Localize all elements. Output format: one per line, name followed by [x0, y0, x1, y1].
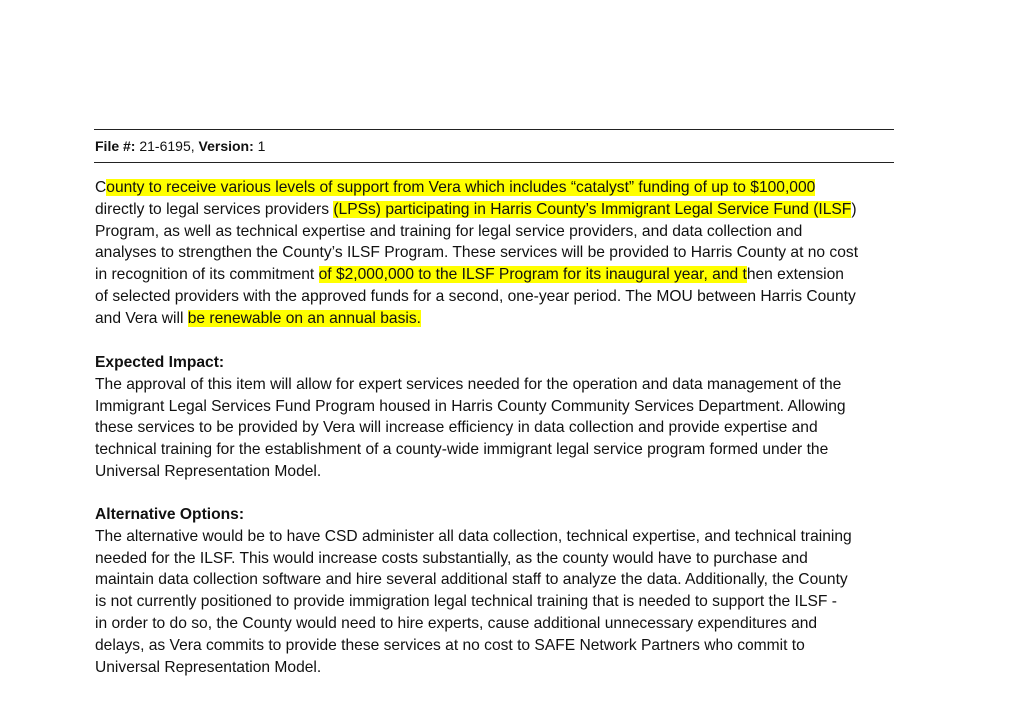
text-line: maintain data collection software and hire several additional staff to analyze the data. Additionally, the County: [95, 571, 848, 589]
text-line: and Vera will be renewable on an annual basis.: [95, 309, 421, 327]
text-line: delays, as Vera commits to provide these services at no cost to SAFE Network Partners who commit to: [95, 636, 805, 654]
text-line: directly to legal services providers (LPSs) participating in Harris County’s Immigrant Legal Service Fund (ILSF): [95, 200, 857, 218]
text-line: analyses to strengthen the County’s ILSF Program. These services will be provided to Harris County at no cost: [95, 244, 859, 262]
text-line: technical training for the establishment of a county-wide immigrant legal service program formed under the: [95, 441, 829, 459]
alternative-options-section: [95, 504, 895, 678]
text-line: these services to be provided by Vera will increase efficiency in data collection and provide expertise and: [95, 419, 818, 437]
text-line: in order to do so, the County would need to hire experts, cause additional unnecessary expenditures and: [95, 614, 818, 632]
file-separator: ,: [190, 138, 195, 154]
text-line: is not currently positioned to provide immigration legal technical training that is needed to support the ILSF -: [95, 593, 837, 611]
text-line: Universal Representation Model.: [95, 462, 322, 480]
text-line: of selected providers with the approved funds for a second, one-year period. The MOU between Harris County: [95, 287, 856, 305]
version-number: 1: [257, 138, 266, 154]
highlighted-text: be renewable on an annual basis.: [187, 309, 421, 327]
expected-impact-section: [95, 352, 895, 483]
text-line: The approval of this item will allow for expert services needed for the operation and data management of the: [95, 375, 842, 393]
file-label: File #:: [95, 138, 136, 154]
file-number: 21-6195: [139, 138, 191, 154]
highlighted-text: of $2,000,000 to the ILSF Program for its inaugural year, and t: [318, 266, 747, 284]
highlighted-text: (LPSs) participating in Harris County’s Immigrant Legal Service Fund (ILSF: [333, 200, 852, 218]
file-header: [95, 138, 265, 154]
text-line: in recognition of its commitment of $2,000,000 to the ILSF Program for its inaugural year, and then extension: [95, 266, 844, 284]
text-line: needed for the ILSF. This would increase costs substantially, as the county would have to purchase and: [95, 549, 808, 567]
header-bottom-rule: [94, 162, 894, 163]
section-heading: Expected Impact:: [95, 354, 225, 371]
text-line: Immigrant Legal Services Fund Program housed in Harris County Community Services Department. Allowing: [95, 397, 846, 415]
intro-paragraph: [95, 177, 895, 330]
text-line: County to receive various levels of support from Vera which includes “catalyst” funding of up to $100,000: [95, 179, 816, 196]
version-label: Version:: [198, 138, 254, 154]
text-line: Universal Representation Model.: [95, 658, 322, 676]
text-line: Program, as well as technical expertise and training for legal service providers, and data collection and: [95, 222, 803, 240]
section-heading: Alternative Options:: [95, 506, 245, 523]
highlighted-text: ounty to receive various levels of support from Vera which includes “catalyst” funding of up to $100,000: [106, 179, 816, 196]
text-line: The alternative would be to have CSD administer all data collection, technical expertise, and technical training: [95, 527, 852, 545]
header-top-rule: [94, 129, 894, 130]
